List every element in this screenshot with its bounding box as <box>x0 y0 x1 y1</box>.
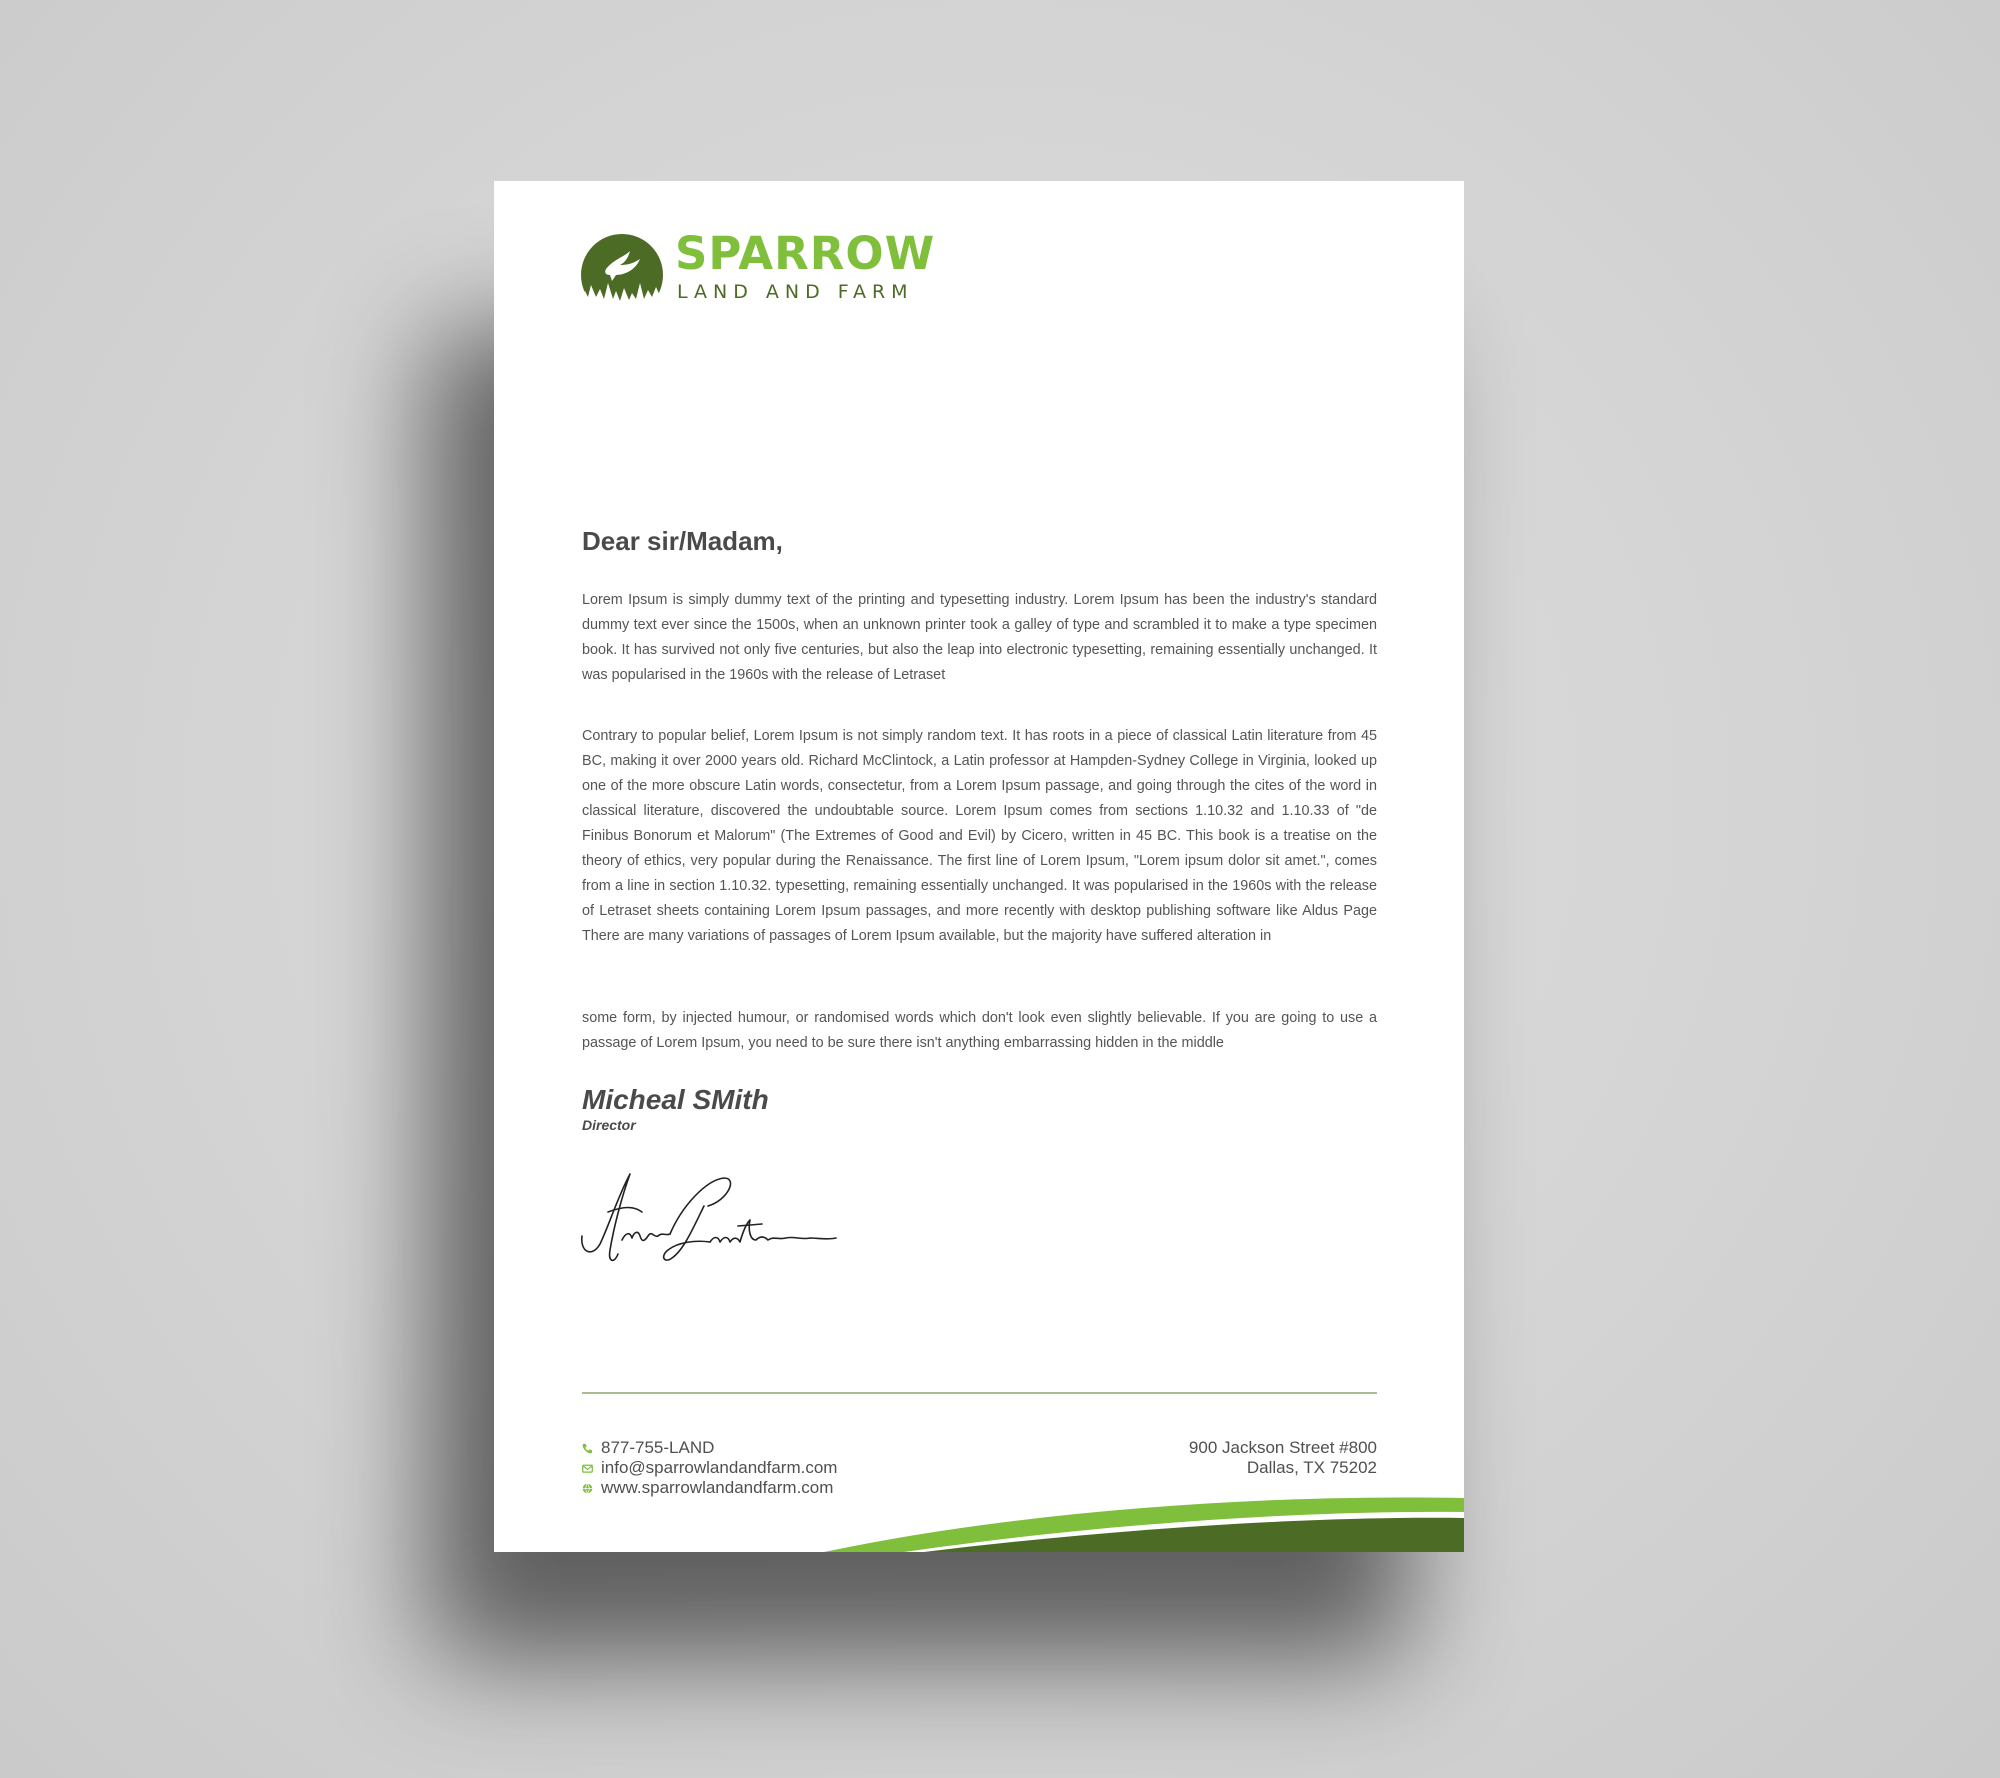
body-paragraph-3: some form, by injected humour, or randomised words which don't look even slightly believable. If you are going to use a passage of Lorem Ipsum, you need to be sure there isn't anything embarrassing hidden in the middle <box>582 1010 1377 1051</box>
footer-wave-decoration <box>494 1482 1464 1552</box>
address-line-1: 900 Jackson Street #800 <box>1188 1438 1377 1457</box>
letterhead-page <box>494 181 1464 1552</box>
handwritten-signature <box>578 1166 838 1271</box>
brand-name: SPARROW <box>675 227 936 280</box>
website-url[interactable]: www.sparrowlandandfarm.com <box>601 1478 834 1497</box>
email-icon <box>582 1463 593 1474</box>
sparrow-logo-icon <box>580 233 664 317</box>
postal-address <box>1189 1438 1377 1478</box>
email-row <box>582 1458 837 1478</box>
signer-title: Director <box>582 1117 636 1133</box>
email-address[interactable]: info@sparrowlandandfarm.com <box>601 1458 838 1477</box>
phone-number[interactable]: 877-755-LAND <box>601 1438 715 1457</box>
body-paragraph-2: Contrary to popular belief, Lorem Ipsum is not simply random text. It has roots in a piece of classical Latin literature from 45 BC, making it over 2000 years old. Richard McClintock, a Latin professor at Hampden-Sydney College in Virginia, looked up one of the more obscure Latin words, consectetur, from a Lorem Ipsum passage, and going through the cites of the word in classical literature, discovered the undoubtable source. Lorem Ipsum comes from sections 1.10.32 and 1.10.33 of "de Finibus Bonorum et Malorum" (The Extremes of Good and Evil) by Cicero, written in 45 BC. This book is a treatise on the theory of ethics, very popular during the Renaissance. The first line of Lorem Ipsum, "Lorem ipsum dolor sit amet.", comes from a line in section 1.10.32. typesetting, remaining essentially unchanged. It was popularised in the 1960s with the release of Letraset sheets containing Lorem Ipsum passages, and more recently with desktop publishing software like Aldus Page There are many variations of passages of Lorem Ipsum available, but the majority have suffered alteration in <box>582 728 1377 944</box>
phone-row <box>582 1438 837 1458</box>
salutation: Dear sir/Madam, <box>582 526 783 556</box>
brand-tagline: LAND AND FARM <box>677 281 914 303</box>
phone-icon <box>582 1443 593 1454</box>
company-logo <box>580 227 1000 323</box>
body-paragraph-1: Lorem Ipsum is simply dummy text of the printing and typesetting industry. Lorem Ipsum has been the industry's standard dummy text ever since the 1500s, when an unknown printer took a galley of type and scrambled it to make a type specimen book. It has survived not only five centuries, but also the leap into electronic typesetting, remaining essentially unchanged. It was popularised in the 1960s with the release of Letraset <box>582 592 1377 683</box>
address-line-2: Dallas, TX 75202 <box>1246 1458 1377 1477</box>
footer-divider <box>582 1392 1377 1394</box>
signer-name: Micheal SMith <box>582 1084 769 1115</box>
